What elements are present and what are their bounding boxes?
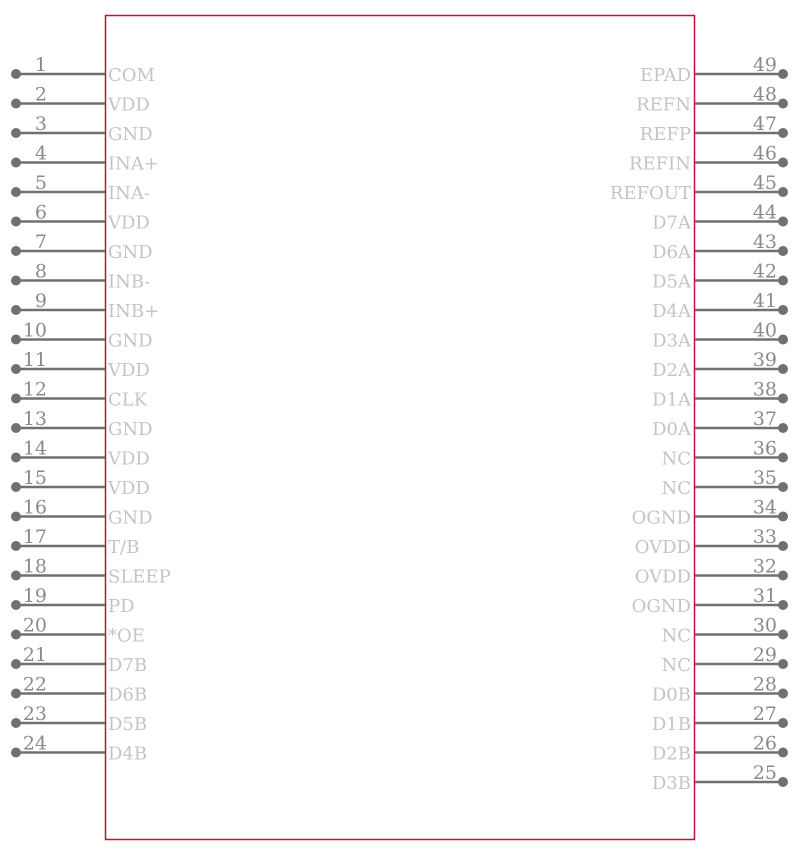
right-pin: [635, 556, 788, 588]
left-pin: [11, 320, 153, 352]
pin-end-dot: [11, 659, 21, 669]
pin-name: VDD: [108, 94, 150, 116]
left-pin: [11, 113, 153, 145]
pin-number: 17: [22, 526, 47, 548]
pin-name: GND: [108, 507, 153, 529]
pin-name: INA+: [108, 153, 159, 175]
pin-name: D0B: [651, 684, 691, 706]
pin-name: REFIN: [628, 153, 691, 175]
right-pin: [652, 762, 788, 794]
left-pin: [11, 261, 151, 293]
pin-end-dot: [11, 600, 21, 610]
pin-number: 7: [34, 231, 47, 253]
pin-number: 39: [752, 349, 777, 371]
left-pin: [11, 143, 159, 175]
pin-name: D2B: [651, 743, 691, 765]
left-pin: [11, 733, 147, 765]
pin-name: D6A: [652, 242, 691, 263]
pin-end-dot: [778, 335, 788, 345]
pin-name: OVDD: [634, 537, 691, 558]
pin-end-dot: [778, 482, 788, 492]
right-pin: [632, 497, 788, 529]
pin-end-dot: [11, 453, 21, 463]
pin-end-dot: [778, 453, 788, 463]
right-pin: [636, 84, 788, 116]
pin-end-dot: [778, 512, 788, 522]
pin-end-dot: [778, 246, 788, 256]
pin-name: GND: [108, 124, 153, 145]
pin-name: D3A: [652, 330, 691, 352]
pin-number: 45: [752, 172, 777, 194]
pin-name: D1A: [652, 389, 691, 411]
right-pin: [640, 54, 788, 86]
pin-name: D4B: [108, 743, 148, 765]
pin-number: 5: [34, 172, 47, 194]
left-pin: [11, 349, 150, 381]
pin-name: D4A: [652, 301, 691, 322]
right-pin: [661, 438, 788, 470]
left-pin: [11, 408, 153, 440]
left-pin: [11, 202, 150, 234]
pin-end-dot: [11, 482, 21, 492]
pin-name: REFN: [636, 94, 691, 116]
left-pin: [11, 54, 155, 86]
pin-name: INB+: [108, 301, 160, 322]
pin-end-dot: [11, 689, 21, 699]
pin-end-dot: [778, 128, 788, 138]
pin-name: OVDD: [634, 566, 691, 588]
pin-name: VDD: [108, 360, 150, 381]
left-pin: [11, 438, 150, 470]
pin-end-dot: [778, 571, 788, 581]
pin-name: D5A: [652, 271, 691, 293]
right-pin: [635, 526, 788, 558]
pin-name: EPAD: [639, 65, 691, 86]
right-pin: [661, 615, 788, 647]
right-pin: [652, 674, 788, 706]
pin-number: 24: [22, 732, 47, 755]
right-pin: [640, 113, 788, 145]
pin-end-dot: [11, 69, 21, 79]
pin-end-dot: [778, 689, 788, 699]
pin-name: INA-: [108, 183, 150, 204]
pin-name: D0A: [652, 419, 691, 440]
pin-name: D7A: [652, 212, 691, 234]
pin-number: 48: [752, 83, 777, 106]
pin-number: 11: [22, 349, 47, 371]
pin-number: 12: [22, 378, 47, 401]
pin-end-dot: [778, 69, 788, 79]
right-pin: [652, 261, 788, 293]
pin-name: D7B: [108, 655, 148, 676]
pin-number: 32: [752, 555, 777, 578]
right-pin-group: [610, 54, 788, 794]
pin-end-dot: [778, 600, 788, 610]
pin-number: 29: [752, 644, 777, 666]
pin-name: NC: [661, 655, 691, 676]
pin-number: 9: [34, 290, 47, 312]
right-pin: [652, 290, 788, 322]
pin-name: D1B: [651, 714, 691, 735]
left-pin: [11, 556, 171, 588]
pin-name: GND: [108, 330, 153, 352]
pin-end-dot: [11, 718, 21, 728]
pin-number: 41: [752, 290, 777, 312]
left-pin: [11, 703, 147, 735]
pin-name: GND: [108, 242, 153, 263]
pin-end-dot: [778, 748, 788, 758]
pin-name: NC: [661, 478, 691, 499]
right-pin: [652, 379, 788, 411]
pin-number: 21: [22, 644, 47, 666]
pin-name: CLK: [108, 389, 148, 411]
left-pin: [11, 644, 147, 676]
left-pin: [11, 526, 139, 558]
pin-end-dot: [778, 364, 788, 374]
right-pin: [632, 585, 788, 617]
pin-name: INB-: [108, 271, 151, 293]
left-pin: [11, 379, 148, 411]
pin-number: 27: [752, 703, 777, 725]
pin-number: 44: [752, 201, 777, 224]
pin-end-dot: [11, 335, 21, 345]
pin-number: 28: [752, 673, 777, 696]
pin-end-dot: [778, 718, 788, 728]
right-pin: [652, 202, 788, 234]
pin-number: 49: [752, 54, 777, 76]
pin-number: 19: [22, 585, 47, 607]
pin-end-dot: [778, 659, 788, 669]
pin-name: *OE: [108, 625, 145, 647]
pin-name: OGND: [631, 507, 691, 529]
pin-end-dot: [11, 187, 21, 197]
pin-name: D3B: [651, 773, 691, 794]
pin-end-dot: [11, 571, 21, 581]
left-pin: [11, 585, 135, 617]
pin-number: 3: [34, 113, 47, 135]
pin-number: 16: [22, 496, 47, 519]
pin-end-dot: [778, 187, 788, 197]
left-pin: [11, 84, 150, 116]
pin-number: 1: [34, 54, 47, 76]
left-pin: [11, 674, 147, 706]
pin-name: NC: [661, 448, 691, 470]
right-pin: [652, 733, 788, 765]
pin-end-dot: [11, 748, 21, 758]
ic-body-outline: [106, 16, 695, 840]
pin-end-dot: [11, 128, 21, 138]
pin-number: 20: [22, 614, 47, 637]
pin-end-dot: [11, 276, 21, 286]
pin-name: NC: [661, 625, 691, 647]
right-pin: [652, 408, 788, 440]
right-pin: [652, 703, 788, 735]
pin-name: T/B: [108, 537, 140, 558]
left-pin: [11, 497, 153, 529]
pin-end-dot: [11, 423, 21, 433]
pin-end-dot: [778, 630, 788, 640]
pin-number: 36: [752, 437, 777, 460]
pin-end-dot: [778, 217, 788, 227]
pin-end-dot: [11, 541, 21, 551]
pin-end-dot: [11, 158, 21, 168]
pin-name: COM: [108, 65, 155, 86]
pin-number: 47: [752, 113, 777, 135]
right-pin: [629, 143, 788, 175]
right-pin: [661, 467, 788, 499]
left-pin: [11, 172, 150, 204]
pin-end-dot: [11, 394, 21, 404]
right-pin: [652, 320, 788, 352]
pin-name: REFOUT: [609, 183, 691, 204]
right-pin: [610, 172, 788, 204]
pin-name: REFP: [639, 124, 691, 145]
pin-end-dot: [778, 99, 788, 109]
pin-number: 14: [22, 437, 47, 460]
pin-name: VDD: [108, 478, 150, 499]
pin-name: PD: [108, 596, 135, 617]
left-pin-group: [11, 54, 171, 765]
pin-end-dot: [11, 217, 21, 227]
pin-name: OGND: [631, 596, 691, 617]
pin-end-dot: [778, 276, 788, 286]
pin-number: 43: [752, 231, 777, 253]
pin-name: VDD: [108, 448, 150, 470]
pin-end-dot: [778, 777, 788, 787]
left-pin: [11, 290, 159, 322]
left-pin: [11, 231, 153, 263]
pin-end-dot: [11, 630, 21, 640]
pin-number: 34: [752, 496, 777, 519]
pin-number: 8: [34, 260, 47, 283]
pin-number: 22: [22, 673, 47, 696]
pin-end-dot: [11, 364, 21, 374]
pin-number: 46: [752, 142, 777, 165]
pin-end-dot: [778, 394, 788, 404]
right-pin: [652, 349, 788, 381]
pin-number: 23: [22, 703, 47, 725]
pin-number: 42: [752, 260, 777, 283]
pin-number: 33: [752, 526, 777, 548]
pin-number: 40: [752, 319, 777, 342]
pin-number: 13: [22, 408, 47, 430]
pin-number: 15: [22, 467, 47, 489]
pin-end-dot: [11, 99, 21, 109]
pin-end-dot: [778, 158, 788, 168]
pin-number: 6: [34, 201, 47, 224]
pin-end-dot: [778, 423, 788, 433]
pin-number: 38: [752, 378, 777, 401]
pin-end-dot: [11, 512, 21, 522]
pin-name: SLEEP: [108, 566, 171, 588]
pin-end-dot: [11, 305, 21, 315]
pin-name: D6B: [108, 684, 148, 706]
left-pin: [11, 467, 150, 499]
pin-number: 18: [22, 555, 47, 578]
pin-name: D5B: [108, 714, 148, 735]
right-pin: [652, 231, 788, 263]
pin-number: 35: [752, 467, 777, 489]
pin-number: 4: [34, 142, 47, 165]
pin-number: 31: [752, 585, 777, 607]
pin-number: 30: [752, 614, 777, 637]
pin-number: 26: [752, 732, 777, 755]
pin-end-dot: [11, 246, 21, 256]
pin-end-dot: [778, 541, 788, 551]
pin-name: GND: [108, 419, 153, 440]
right-pin: [661, 644, 788, 676]
pin-number: 25: [752, 762, 777, 784]
left-pin: [11, 615, 145, 647]
pin-number: 10: [22, 319, 47, 342]
pin-name: D2A: [652, 360, 691, 381]
pin-number: 2: [34, 83, 47, 106]
pin-number: 37: [752, 408, 777, 430]
pin-name: VDD: [108, 212, 150, 234]
pin-end-dot: [778, 305, 788, 315]
